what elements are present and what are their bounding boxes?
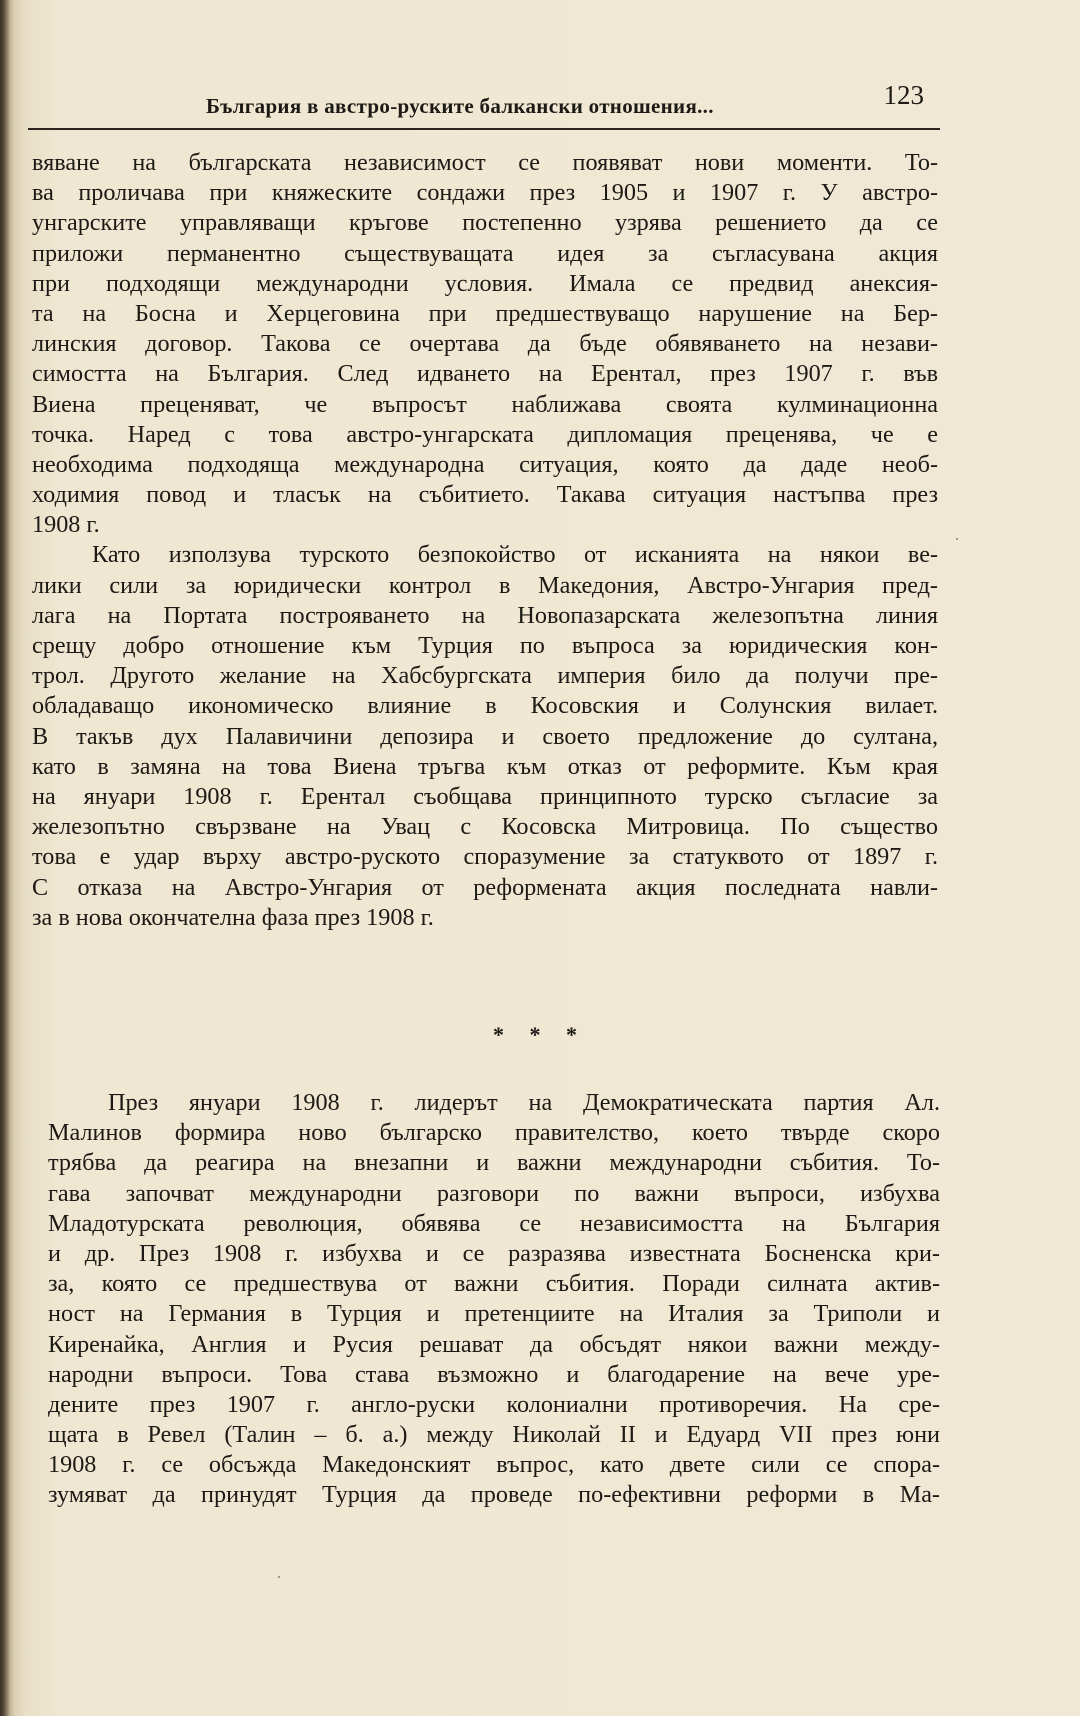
text-line: гава започват международни разговори по важни въпроси, избухва <box>48 1179 940 1207</box>
text-line: за в нова окончателна фаза през 1908 г. <box>32 903 434 931</box>
text-line: зумяват да принудят Турция да проведе по-ефективни реформи в Ма- <box>48 1481 940 1509</box>
text-line: 1908 г. се обсъжда Македонският въпрос, като двете сили се спора- <box>48 1451 940 1479</box>
text-line: на януари 1908 г. Ерентал съобщава принципното турско съгласие за <box>32 782 938 810</box>
text-line: и др. През 1908 г. избухва и се разразява известната Босненска кри- <box>48 1239 940 1267</box>
text-line: срещу добро отношение към Турция по въпроса за юридическия кон- <box>32 632 938 659</box>
paragraph-2 <box>32 540 938 932</box>
text-line: та на Босна и Херцеговина при предшествуващо нарушение на Бер- <box>32 299 938 327</box>
text-line: ва проличава при княжеските сондажи през 1905 и 1907 г. У австро- <box>32 179 938 207</box>
text-line: Малинов формира ново българско правителство, което твърде скоро <box>48 1119 940 1147</box>
section-1-text <box>32 148 938 933</box>
text-line: като в замяна на това Виена тръгва към отказ от реформите. Към края <box>32 752 938 780</box>
section-separator: * * * <box>493 1022 587 1047</box>
running-head: България в австро-руските балкански отношения... <box>206 94 714 118</box>
text-line: обладаващо икономическо влияние в Косовския и Солунския вилает. <box>32 692 938 720</box>
text-line: необходима подходяща международна ситуация, която да даде необ- <box>32 450 938 478</box>
text-line: дените през 1907 г. англо-руски колониални противоречия. На сре- <box>48 1390 940 1418</box>
page-header <box>28 78 940 130</box>
page-number: 123 <box>883 80 924 110</box>
text-line: народни въпроси. Това става възможно и благодарение на вече уре- <box>48 1360 940 1388</box>
text-line: унгарските управляващи кръгове постепенно узрява решението да се <box>32 209 938 237</box>
text-line: През януари 1908 г. лидерът на Демократическата партия Ал. <box>108 1089 940 1116</box>
text-line: лики сили за юридически контрол в Македония, Австро-Унгария пред- <box>32 571 938 599</box>
paper-speck <box>956 538 958 540</box>
book-spine-shadow <box>0 0 10 1716</box>
text-line: Младотурската революция, обявява се независимостта на България <box>48 1209 940 1237</box>
text-line: С отказа на Австро-Унгария от реформената акция последната навли- <box>32 873 938 901</box>
text-line: лага на Портата построяването на Новопазарската железопътна линия <box>32 601 938 629</box>
text-line: приложи перманентно съществуващата идея за съгласувана акция <box>32 239 938 267</box>
text-line: Киренайка, Англия и Русия решават да обсъдят някои важни между- <box>48 1330 940 1358</box>
text-line: за, която се предшествува от важни събития. Поради силната актив- <box>48 1270 940 1298</box>
paragraph-1 <box>32 148 938 540</box>
paragraph-3 <box>48 1088 940 1511</box>
text-line: щата в Ревел (Талин – б. а.) между Николай II и Едуард VII през юни <box>48 1421 940 1449</box>
text-line: точка. Наред с това австро-унгарската дипломация преценява, че е <box>32 420 938 448</box>
text-line: това е удар върху австро-руското споразумение за статуквото от 1897 г. <box>32 843 938 871</box>
text-line: трябва да реагира на внезапни и важни международни събития. То- <box>48 1149 940 1177</box>
text-line: ност на Германия в Турция и претенциите на Италия за Триполи и <box>48 1300 940 1328</box>
paper-speck <box>278 1576 280 1578</box>
text-line: линския договор. Такова се очертава да бъде обявяването на незави- <box>32 330 938 358</box>
text-line: симостта на България. След идването на Ерентал, през 1907 г. във <box>32 360 938 388</box>
text-line: железопътно свързване на Увац с Косовска Митровица. По същество <box>32 813 938 841</box>
text-line: вяване на българската независимост се появяват нови моменти. То- <box>32 149 938 176</box>
text-line: ходимия повод и тласък на събитието. Такава ситуация настъпва през <box>32 481 938 509</box>
text-line: при подходящи международни условия. Имала се предвид анексия- <box>32 269 938 297</box>
text-line: В такъв дух Палавичини депозира и своето предложение до султана, <box>32 722 938 750</box>
text-line: Като използува турското безпокойство от исканията на някои ве- <box>92 541 938 569</box>
text-line: Виена преценяват, че въпросът наближава своята кулминационна <box>32 390 938 418</box>
section-2-text <box>48 1088 940 1511</box>
text-line: 1908 г. <box>32 511 100 539</box>
text-line: трол. Другото желание на Хабсбургската империя било да получи пре- <box>32 662 938 690</box>
header-rule <box>28 128 940 130</box>
